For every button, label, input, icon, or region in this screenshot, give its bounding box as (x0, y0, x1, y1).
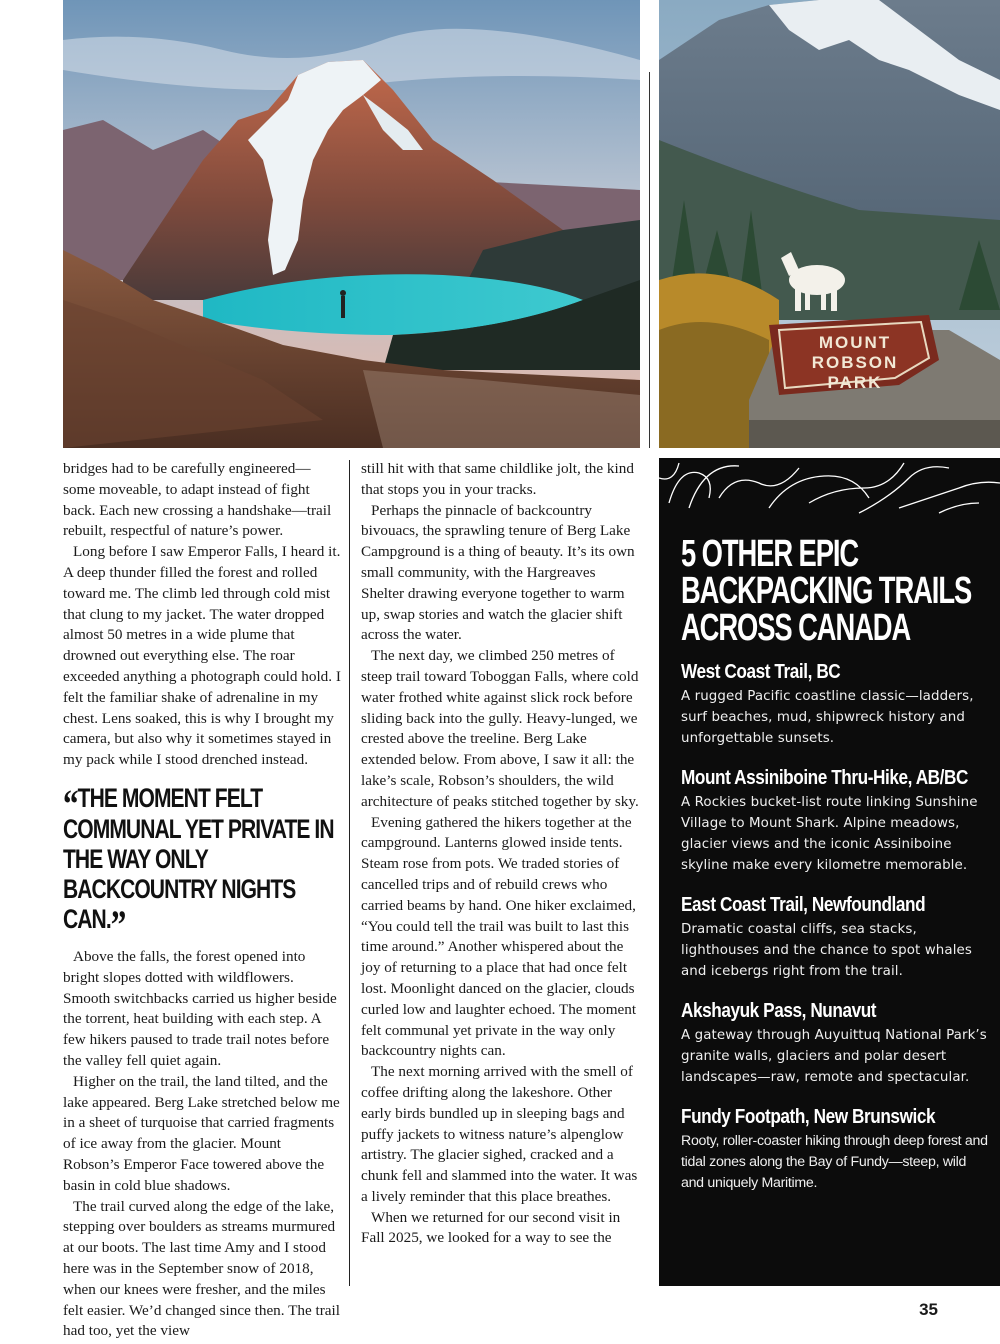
trail-name: West Coast Trail, BC (681, 661, 841, 683)
list-item (681, 895, 991, 982)
open-quote-icon: “ (63, 780, 78, 826)
paragraph: Evening gathered the hikers together at the campground. Lanterns glowed inside tents. Steam rose from pots. We traded stories of cancelled trips and of rebuild crews who carried beams by hand. One hiker exclaimed, “You could tell the trail was built to last this time around.” Another whispered about the joy of returning to a place that had once felt lost. Moonlight danced on the glacier, clouds curled low and laughter echoed. The moment felt communal yet private in the way only backcountry nights can. (361, 813, 637, 1060)
paragraph: bridges had to be carefully engineered—some moveable, to adapt instead of fight back. Each new crossing a handshake—trail rebuilt, respectful of nature’s power. (63, 460, 332, 540)
trail-name: Akshayuk Pass, Nunavut (681, 1000, 877, 1022)
sign-line-3: PARK (827, 373, 883, 392)
trail-name: East Coast Trail, Newfoundland (681, 894, 926, 916)
page-number: 35 (919, 1300, 938, 1319)
trails-sidebar (659, 458, 1000, 1286)
pull-quote (63, 780, 344, 947)
sign-line-1: MOUNT (818, 333, 892, 352)
paragraph: Above the falls, the forest opened into bright slopes dotted with wildflowers. Smooth switchbacks carried us higher beside the torrent, heat building with each step. A few hikers paused to trade trail notes before the valley fell quiet again. (63, 947, 337, 1069)
pull-quote-text: THE MOMENT FELT COMMUNAL YET PRIVATE IN THE WAY ONLY BACKCOUNTRY NIGHTS CAN. (63, 782, 334, 934)
trail-description: A Rockies bucket-list route linking Sunshine Village to Mount Shark. Alpine meadows, glacier views and the iconic Assiniboine skyline make every kilometre memorable. (681, 795, 978, 873)
berg-lake-photo (63, 0, 640, 448)
paragraph: Long before I saw Emperor Falls, I heard it. A deep thunder filled the forest and rolled toward me. The climb led through cold mist that clung to my jacket. The water dropped almost 50 metres in a wide plume that drowned out everything else. The roar exceeded anything a photograph could hold. I felt the familiar shake of adrenaline in my chest. Lens soaked, this is why I brought my camera, but also why it sometimes stayed in my pack while I stood drenched instead. (63, 543, 341, 769)
trail-description: Dramatic coastal cliffs, sea stacks, lighthouses and the chance to spot whales and icebergs right from the trail. (681, 922, 972, 979)
trail-description: A rugged Pacific coastline classic—ladders, surf beaches, mud, shipwreck history and unforgettable sunsets. (681, 689, 974, 746)
berg-lake-illustration (63, 0, 640, 448)
column-divider (349, 460, 350, 1286)
park-sign-illustration (659, 0, 1000, 448)
topographic-lines-decoration (659, 458, 1000, 518)
sidebar-heading: 5 OTHER EPIC BACKPACKING TRAILS ACROSS CANADA (681, 533, 972, 649)
paragraph: still hit with that same childlike jolt, the kind that stops you in your tracks. (361, 460, 634, 498)
paragraph: The trail curved along the edge of the lake, stepping over boulders as streams murmured at our boots. The last time Amy and I stood here was in the September snow of 2018, when our knees were fresher, and the miles felt easier. We’d changed since then. The trail had too, yet the view (63, 1197, 340, 1340)
trail-name: Mount Assiniboine Thru-Hike, AB/BC (681, 767, 969, 789)
sign-line-2: ROBSON (811, 353, 899, 372)
list-item (681, 768, 991, 876)
list-item (681, 1001, 991, 1088)
paragraph: The next morning arrived with the smell of coffee drifting along the lakeshore. Other early birds bundled up in sleeping bags and puffy jackets to witness nature’s alpenglow artistry. The glacier sighed, cracked and a chunk fell and slammed into the water. It was a lively reminder that this place breathes. (361, 1063, 638, 1205)
mount-robson-park-sign-photo (659, 0, 1000, 448)
article-column-2 (361, 459, 639, 1249)
top-divider (649, 72, 650, 448)
paragraph: Higher on the trail, the land tilted, and the lake appeared. Berg Lake stretched below me in a sheet of turquoise that carried fragments of ice away from the glacier. Mount Robson’s Emperor Face towered above the basin in cold blue shadows. (63, 1072, 340, 1194)
list-item (681, 1107, 991, 1194)
paragraph: The next day, we climbed 250 metres of steep trail toward Toboggan Falls, where cold water frothed white against slick rock before sliding back into the gully. Heavy-lunged, we crested above the treeline. Berg Lake extended below. From above, I saw it all: the lake’s scale, Robson’s shoulders, the wild architecture of peaks stitched together by sky. (361, 647, 639, 810)
article-column-1 (63, 459, 341, 1342)
close-quote-icon: ” (110, 901, 126, 947)
trail-name: Fundy Footpath, New Brunswick (681, 1106, 936, 1128)
trail-list (681, 662, 991, 1213)
list-item (681, 662, 991, 749)
paragraph: When we returned for our second visit in Fall 2025, we looked for a way to see the (361, 1208, 621, 1247)
trail-description: A gateway through Auyuittuq National Park’s granite walls, glaciers and polar desert landscapes—raw, remote and spectacular. (681, 1028, 987, 1085)
trail-description: Rooty, roller-coaster hiking through deep forest and tidal zones along the Bay of Fundy—steep, wild and uniquely Maritime. (681, 1133, 988, 1191)
paragraph: Perhaps the pinnacle of backcountry bivouacs, the sprawling tenure of Berg Lake Campground is a thing of beauty. It’s its own small community, with the Hargreaves Shelter drawing everyone together to warm up, swap stories and watch the glacier shift across the water. (361, 501, 635, 644)
